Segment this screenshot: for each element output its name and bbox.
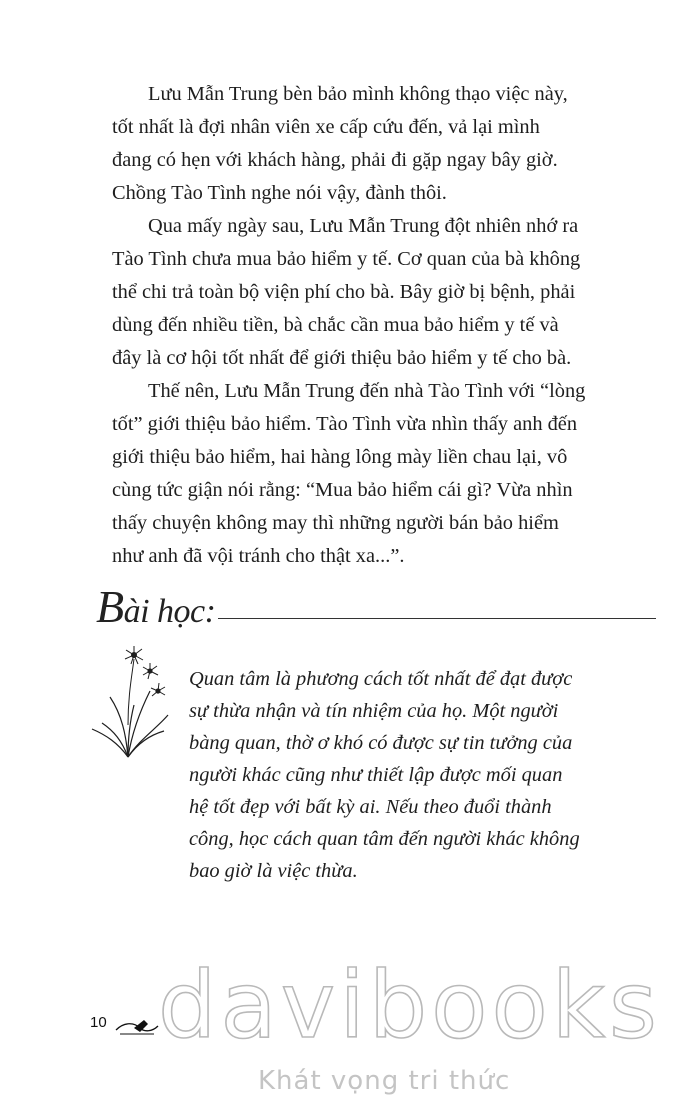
lesson-line: người khác cũng như thiết lập được mối quan	[189, 764, 563, 786]
text-line: Chồng Tào Tình nghe nói vậy, đành thôi.	[112, 182, 447, 204]
lesson-underline	[218, 618, 656, 619]
text-line: tốt” giới thiệu bảo hiểm. Tào Tình vừa nhìn thấy anh đến	[112, 413, 578, 435]
text-line: thể chi trả toàn bộ viện phí cho bà. Bây giờ bị bệnh, phải	[112, 281, 576, 303]
text-line: đang có hẹn với khách hàng, phải đi gặp ngay bây giờ.	[112, 149, 558, 171]
lesson-line: bàng quan, thờ ơ khó có được sự tin tưởng của	[189, 732, 573, 754]
lesson-line: sự thừa nhận và tín nhiệm của họ. Một người	[189, 700, 559, 722]
lesson-title	[96, 580, 215, 633]
text-line: thấy chuyện không may thì những người bán bảo hiểm	[112, 512, 559, 534]
text-line: giới thiệu bảo hiểm, hai hàng lông mày liền chau lại, vô	[112, 446, 568, 468]
page-number: 10	[90, 1014, 107, 1031]
publisher-tagline: Khát vọng tri thức	[258, 1066, 511, 1096]
lesson-line: Quan tâm là phương cách tốt nhất để đạt được	[189, 668, 573, 690]
publisher-watermark: davibooks	[158, 952, 661, 1059]
lesson-heading	[96, 578, 656, 638]
lesson-line: hệ tốt đẹp với bất kỳ ai. Nếu theo đuổi thành	[189, 796, 552, 818]
lesson-line: công, học cách quan tâm đến người khác không	[189, 828, 580, 850]
paragraph	[112, 210, 657, 375]
text-line: Qua mấy ngày sau, Lưu Mẫn Trung đột nhiên nhớ ra	[148, 215, 579, 237]
lesson-line: bao giờ là việc thừa.	[189, 860, 358, 882]
lesson-body	[189, 663, 659, 887]
text-line: đây là cơ hội tốt nhất để giới thiệu bảo hiểm y tế cho bà.	[112, 347, 572, 369]
text-line: như anh đã vội tránh cho thật xa...”.	[112, 545, 405, 567]
paragraph	[112, 78, 657, 210]
text-line: tốt nhất là đợi nhân viên xe cấp cứu đến, vả lại mình	[112, 116, 540, 138]
text-line: Thế nên, Lưu Mẫn Trung đến nhà Tào Tình với “lòng	[148, 380, 586, 402]
main-text	[112, 78, 657, 573]
footer-ornament-icon	[114, 1012, 160, 1038]
text-line: Tào Tình chưa mua bảo hiểm y tế. Cơ quan của bà không	[112, 248, 581, 270]
flower-icon	[88, 645, 188, 760]
lesson-title-rest: ài học:	[123, 593, 216, 630]
lesson-title-initial: B	[96, 581, 124, 632]
text-line: Lưu Mẫn Trung bèn bảo mình không thạo việc này,	[148, 83, 568, 105]
text-line: dùng đến nhiều tiền, bà chắc cần mua bảo hiểm y tế và	[112, 314, 559, 336]
paragraph	[112, 375, 657, 573]
text-line: cùng tức giận nói rằng: “Mua bảo hiểm cái gì? Vừa nhìn	[112, 479, 573, 501]
